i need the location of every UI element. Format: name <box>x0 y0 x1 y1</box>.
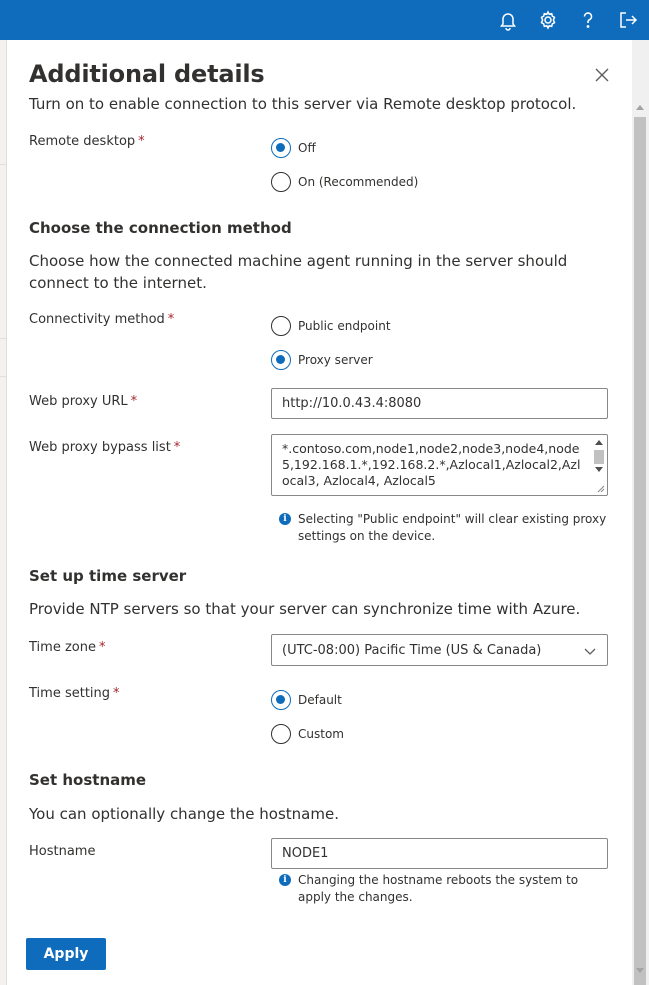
scroll-down-icon[interactable] <box>636 968 644 973</box>
connectivity-method-label: Connectivity method * <box>29 312 175 327</box>
hostname-input[interactable]: NODE1 <box>271 838 608 869</box>
info-icon: i <box>279 874 291 886</box>
time-server-heading: Set up time server <box>29 567 187 585</box>
info-icon: i <box>279 513 291 525</box>
time-server-description: Provide NTP servers so that your server can synchronize time with Azure. <box>29 600 581 618</box>
remote-desktop-off-radio[interactable]: Off <box>271 137 316 159</box>
hostname-info-message: i Changing the hostname reboots the system to apply the changes. <box>279 872 614 906</box>
hostname-description: You can optionally change the hostname. <box>29 805 339 823</box>
resize-grip-icon[interactable] <box>595 483 605 493</box>
chevron-down-icon <box>583 644 597 658</box>
web-proxy-url-label: Web proxy URL * <box>29 394 138 409</box>
proxy-server-radio[interactable]: Proxy server <box>271 349 373 371</box>
top-bar <box>0 0 649 40</box>
radio-selected-icon <box>271 690 291 710</box>
sign-out-icon[interactable] <box>616 8 640 32</box>
bell-icon[interactable] <box>496 8 520 32</box>
panel-title: Additional details <box>29 60 265 88</box>
hostname-heading: Set hostname <box>29 771 147 789</box>
additional-details-panel <box>6 40 649 985</box>
web-proxy-bypass-textarea[interactable] <box>271 434 608 496</box>
radio-selected-icon <box>271 138 291 158</box>
connection-method-heading: Choose the connection method <box>29 219 292 237</box>
connection-method-description: Choose how the connected machine agent running in the server should connect to the internet. <box>29 252 568 292</box>
time-zone-dropdown[interactable]: (UTC-08:00) Pacific Time (US & Canada) <box>271 634 608 666</box>
rdp-description: Turn on to enable connection to this server via Remote desktop protocol. <box>29 95 577 113</box>
public-endpoint-radio[interactable]: Public endpoint <box>271 315 391 337</box>
textarea-scrollbar[interactable] <box>591 436 606 480</box>
scroll-thumb[interactable] <box>634 117 646 985</box>
remote-desktop-on-radio[interactable]: On (Recommended) <box>271 171 418 193</box>
remote-desktop-label: Remote desktop * <box>29 134 145 149</box>
hostname-label: Hostname <box>29 844 96 859</box>
gear-icon[interactable] <box>536 8 560 32</box>
time-default-radio[interactable]: Default <box>271 689 342 711</box>
web-proxy-url-input[interactable]: http://10.0.43.4:8080 <box>271 388 608 419</box>
bypass-list-text: *.contoso.com,node1,node2,node3,node4,node5,192.168.1.*,192.168.2.*,Azlocal1,Azlocal2,Azlocal3, Azlocal4, Azlocal5 <box>282 441 581 488</box>
radio-unselected-icon <box>271 316 291 336</box>
time-zone-label: Time zone * <box>29 640 106 655</box>
help-icon[interactable] <box>576 8 600 32</box>
time-custom-radio[interactable]: Custom <box>271 723 344 745</box>
radio-unselected-icon <box>271 172 291 192</box>
radio-unselected-icon <box>271 724 291 744</box>
radio-selected-icon <box>271 350 291 370</box>
scroll-up-icon[interactable] <box>636 105 644 110</box>
web-proxy-bypass-label: Web proxy bypass list * <box>29 440 181 455</box>
time-setting-label: Time setting * <box>29 686 120 701</box>
close-icon[interactable] <box>593 66 611 84</box>
panel-scrollbar[interactable] <box>632 40 649 985</box>
apply-button[interactable]: Apply <box>26 938 106 970</box>
proxy-info-message: i Selecting "Public endpoint" will clear existing proxy settings on the device. <box>279 511 614 545</box>
